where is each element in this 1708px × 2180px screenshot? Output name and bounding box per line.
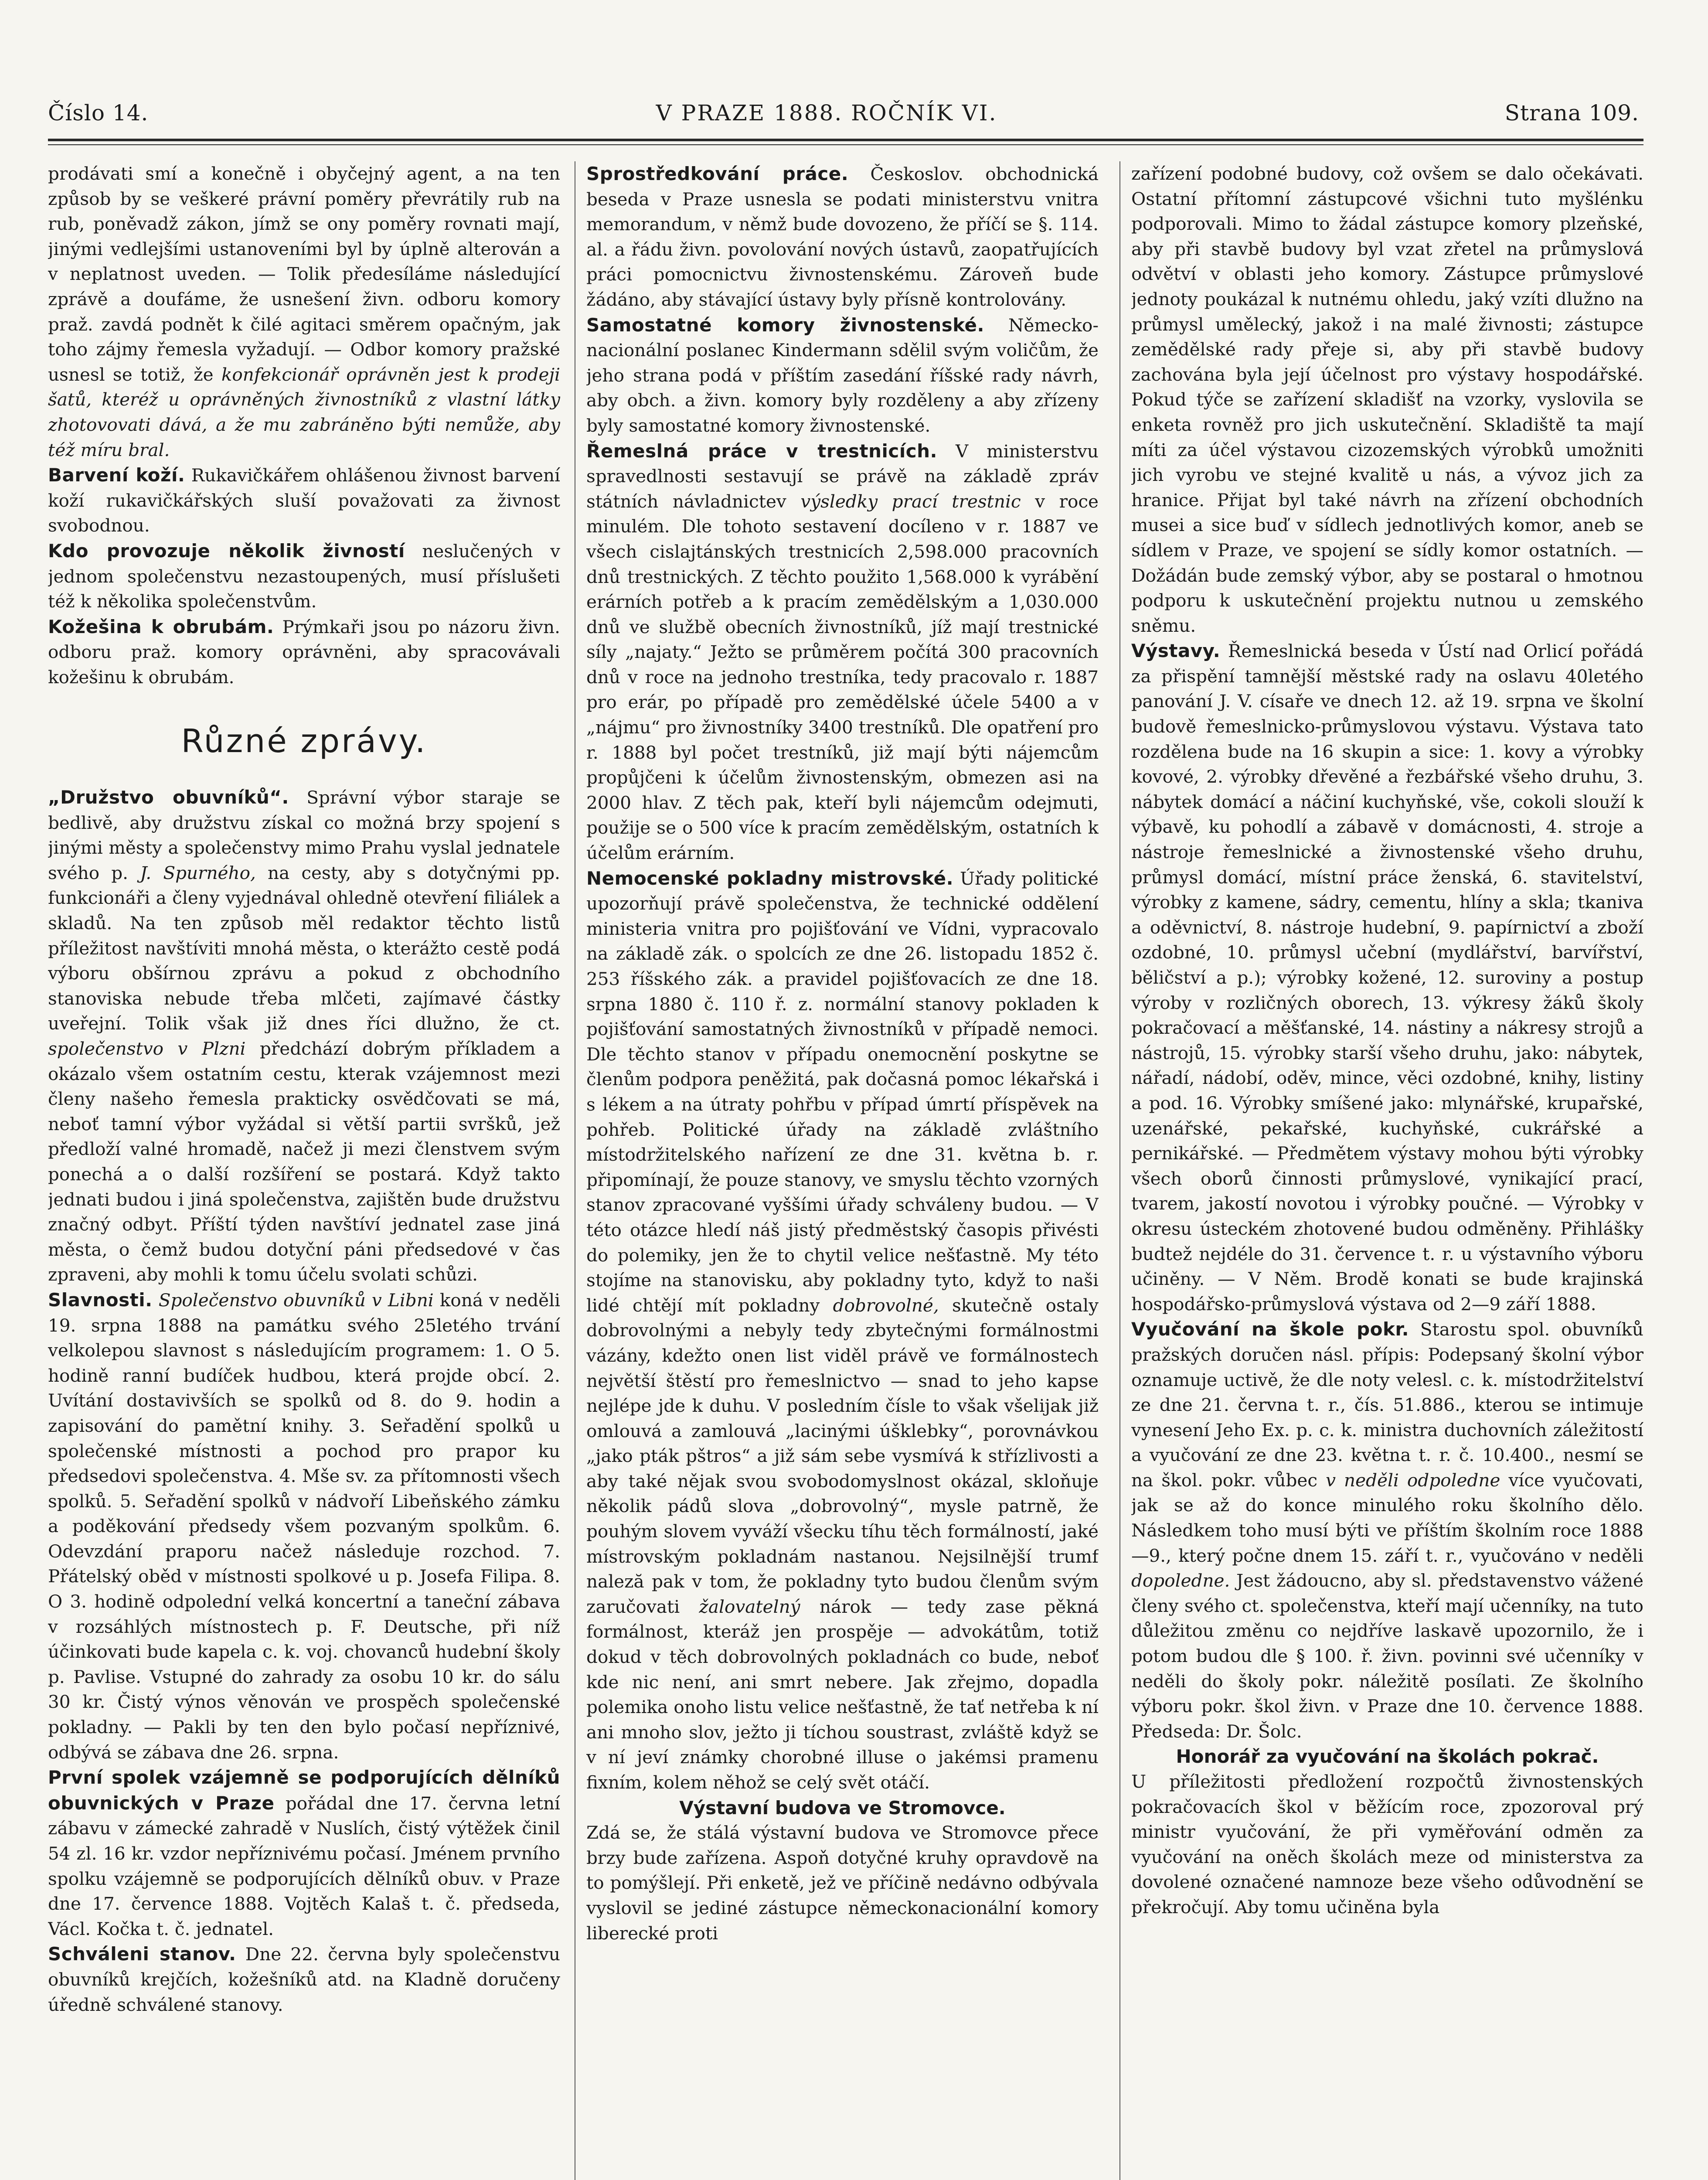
headline: „Družstvo obuvníků“. xyxy=(48,787,289,808)
article-continuation: zařízení podobné budovy, což ovšem se dalo očekávati. Ostatní přítomní zástupcové všichni tuto myšlénku podporovali. Mimo to žádal zástupce komory plzeňské, aby při stavbě budovy byl vzat zřetel na průmyslová odvětví v oblasti jeho komory. Zástupce průmyslové jednoty poukázal k nutnému ohledu, jaký vzíti dlužno na průmysl umělecký, jakož i na malé živnosti; zástupce zemědělské rady přeje si, aby při stavbě budovy zachována byla její účelnost pro výstavy hospodářské. Pokud týče se zařízení skladišť na vzorky, vyslovila se enketa rovněž pro jich uskutečnění. Skladiště ta mají míti za účel výstavou cizozemských výrobků umožniti jich vyrobu ve stejné kvalitě u nás, a vývoz jich za hranice. Přijat byl také návrh na zřízení obchodních musei a sice buď v sídlech jednotlivých komor, aneb se sídlem v Praze, ve spojení se sídly komor ostatních. — Dožádán bude zemský výbor, aby se postaral o hmotnou podporu k uskutečnění projektu nutnou u zemského sněmu. xyxy=(1131,163,1643,636)
article-kdo-provozuje: Kdo provozuje několik živností neslučených v jednom společenstvu nezastoupených, musí příslušeti též k několika společenstvům. xyxy=(48,540,560,612)
headline: První spolek vzájemně se podporujících dělníků obuvnických v Praze xyxy=(48,1767,560,1814)
page-number: Strana 109. xyxy=(1504,100,1639,126)
page-header xyxy=(48,100,1639,131)
article-druzstvo: „Družstvo obuvníků“. Správní výbor staraje se bedlivě, aby družstvu získal co možná brzy spojení s jinými městy a společenstvy mimo Prahu vyslal jednatele svého p. J. Spurného, na cesty, aby s dotyčnými pp. funkcionáři a členy vyjednával ohledně otevření filiálek a skladů. Na ten způsob měl redaktor těchto listů příležitost navštíviti mnohá města, o kterážto cestě podá výboru obšírnou zprávu a pokud z obchodního stanoviska nebude třeba mlčeti, zajímavé částky uveřejní. Tolik však již dnes říci dlužno, že ct. společenstvo v Plzni předchází dobrým příkladem a okázalo všem ostatním cestu, kterak vzájemnost mezi členy našeho řemesla prakticky osvědčovati se má, neboť tamní výbor vyžádal si větší partii svršků, jež předloží valné hromadě, načež ji mezi členstvem svým ponechá a o další rozšíření se postará. Když takto jednati budou i jiná společenstva, zajištěn bude družstvu značný odbyt. Příští týden navštíví jednatel zase jiná města, o čemž budou dotyční páni předsedové v čas zpraveni, aby mohli k tomu účelu svolati schůzi. xyxy=(48,787,560,1285)
headline: Nemocenské pokladny mistrovské. xyxy=(586,867,954,889)
headline: Kožešina k obrubám. xyxy=(48,616,274,637)
headline: Řemeslná práce v trestnicích. xyxy=(586,440,937,462)
headline: Kdo provozuje několik živností xyxy=(48,540,405,562)
article-honorar: Honorář za vyučování na školách pokrač. U příležitosti předložení rozpočtů živnostenských pokračovacích škol v běžícím roce, zpozoroval prý ministr vyučování, že při vyměřování odměn za vyučování na oněch školách meze od ministerstva za dovolené označené namnoze beze všeho odůvodnění se překročují. Aby tomu učiněna byla xyxy=(1131,1744,1643,1920)
headline: Samostatné komory živnostenské. xyxy=(586,314,984,336)
article-remeslna-prace: Řemeslná práce v trestnicích. V ministerstvu spravedlnosti sestavují se právě na základě zpráv státních návladnictev výsledky prací trestnic v roce minulém. Dle tohoto sestavení docíleno v r. 1887 ve všech cislajtánských trestnicích 2,598.000 pracovních dnů trestnických. Z těchto použito 1,568.000 k vyrábění erárních potřeb a k pracím zemědělským a 1,030.000 dnů ve službě obecních živnostníků, jíž mají trestnické síly „najaty.“ Ježto se průměrem počítá 300 pracovních dnů v roce na jednoho trestníka, tedy pracovalo r. 1887 pro erár, po případě pro zemědělské účele 5400 a v „nájmu“ pro živnostníky 3400 trestníků. Dle opatření pro r. 1888 byl počet trestníků, již mají býti nájemcům propůjčeni k účelům živnostenským, obmezen asi na 2000 hlav. Z těch pak, kteří byli nájemcům odejmuti, použije se o 500 více k pracím zemědělským, ostatních k účelům erárním. xyxy=(586,440,1099,864)
headline: Výstavy. xyxy=(1131,640,1221,662)
column-2 xyxy=(586,161,1099,2180)
header-rule-thin xyxy=(48,144,1643,145)
column-1 xyxy=(48,161,560,2180)
article-slavnosti: Slavnosti. Společenstvo obuvníků v Libni koná v neděli 19. srpna 1888 na památku svého 25letého trvání velkolepou slavnost s následujícím programem: 1. O 5. hodině ranní budíček hudbou, která projde obcí. 2. Uvítání dostavivších se spolků od 8. do 9. hodin a zapisování do pamětní knihy. 3. Seřadění spolků u společenské místnosti a pochod pro prapor ku předsedovi společenstva. 4. Mše sv. za přítomnosti všech spolků. 5. Seřadění spolků v nádvoří Libeňského zámku a poděkování předsedy všem pozvaným spolkům. 6. Odevzdání praporu načež následuje rozchod. 7. Přátelský oběd v místnosti spolkové u p. Josefa Filipa. 8. O 3. hodině odpolední velká koncertní a taneční zábava v rozsáhlých místnostech p. F. Deutsche, při níž účinkovati bude kapela c. k. voj. chovanců hudební školy p. Pavlise. Vstupné do zahrady za osobu 10 kr. do sálu 30 kr. Čistý výnos věnován ve prospěch společenské pokladny. — Pakli by ten den bylo počasí nepříznivé, odbývá se zábava dne 26. srpna. xyxy=(48,1289,560,1763)
issue-number: Číslo 14. xyxy=(48,100,149,126)
headline: Barvení koží. xyxy=(48,464,185,486)
article-vystavni-budova: Výstavní budova ve Stromovce. Zdá se, že stálá výstavní budova ve Stromovce přece brzy bude zařízena. Aspoň dotyčné kruhy opravdově na to pomýšlejí. Při enketě, jež ve příčině nedávno odbývala vyslovil se jediné zástupce německonacionální komory liberecké proti xyxy=(586,1795,1099,1946)
headline: Sprostředkování práce. xyxy=(586,163,849,184)
headline: Vyučování na škole pokr. xyxy=(1131,1318,1409,1340)
article-schvaleni: Schváleni stanov. Dne 22. června byly společenstvu obuvníků krejčích, kožešníků atd. na Kladně doručeny úředně schválené stanovy. xyxy=(48,1943,560,2015)
article-sprostredkovani: Sprostředkování práce. Českoslov. obchodnická beseda v Praze usnesla se podati ministerstvu vnitra memorandum, v němž bude dovozeno, že příčí se §. 114. al. a řádu živn. povolování nových ústavů, zaopatřujících práci pomocnictvu živnostenskému. Zároveň bude žádáno, aby stávající ústavy byly přísně kontrolovány. xyxy=(586,163,1099,310)
article-vystavy: Výstavy. Řemeslnická beseda v Ústí nad Orlicí pořádá za přispění tamnější městské rady na oslavu 40letého panování J. V. císaře ve dnech 12. až 19. srpna ve školní budově řemeslnicko-průmyslovou výstavu. Výstava tato rozdělena bude na 16 skupin a sice: 1. kovy a výrobky kovové, 2. výrobky dřevěné a řezbářské všeho druhu, 3. nábytek domácí a náčiní kuchyňské, vše, cokoli slouží k výbavě, ku pohodlí a zábavě v domácnosti, 4. stroje a nástroje řemeslnické a živnostenské všeho druhu, průmysl domácí, místní práce ženská, 6. stavitelství, výrobky z kamene, sádry, cementu, hlíny a skla; tkaniva a oděvnictví, 8. nástroje hudební, 9. papírnictví a zboží ozdobné, 10. průmysl učební (mydlářství, barvířství, běličství a p.); výrobky kožené, 12. suroviny a postup výroby v rozličných oborech, 13. výkresy žáků školy pokračovací a měšťanské, 14. nástiny a nákresy strojů a nástrojů, 15. výrobky starší všeho druhu, jako: nábytek, nářadí, nádobí, oděv, mince, věci ozdobné, knihy, listiny a pod. 16. Výrobky smíšené jako: mlynářské, krupařské, uzenářské, pekařské, kuchyňské, cukrářské a pernikářské. — Předmětem výstavy mohou býti výrobky všech oborů činnosti průmyslové, vynikající prací, tvarem, jakostí novotou i výrobky poučné. — Výrobky v okresu ústeckém zhotovené budou odměněny. Přihlášky budtež nejdéle do 31. července t. r. u výstavního výboru učiněny. — V Něm. Brodě konati se bude krajinská hospodářsko-průmyslová výstava od 2—9 září 1888. xyxy=(1131,640,1643,1315)
headline: Výstavní budova ve Stromovce. xyxy=(679,1797,1006,1819)
place-date: V PRAZE 1888. ROČNÍK VI. xyxy=(656,100,997,126)
article-barveni: Barvení koží. Rukavičkářem ohlášenou živnost barvení koží rukavičkářských sluší považovati za živnost svobodnou. xyxy=(48,464,560,536)
article-kozesina: Kožešina k obrubám. Prýmkaři jsou po názoru živn. odboru praž. komory oprávněni, aby spracovávali kožešinu k obrubám. xyxy=(48,616,560,688)
column-3 xyxy=(1131,161,1643,2180)
headline: Slavnosti. xyxy=(48,1289,153,1311)
headline: Schváleni stanov. xyxy=(48,1943,236,1965)
header-rule-thick xyxy=(48,139,1643,141)
article-vyucovani: Vyučování na škole pokr. Starostu spol. obuvníků pražských doručen násl. přípis: Podepsaný školní výbor oznamuje uctivě, že dle noty velesl. c. k. místodržitelství ze dne 21. června t. r., čís. 51.886., kterou se intimuje vynesení Jeho Ex. p. c. k. ministra duchovních záležitostí a vyučování ze dne 23. května t. r. č. 10.400., nesmí se na škol. pokr. vůbec v neděli odpoledne více vyučovati, jak se až do konce minulého roku školního dělo. Následkem toho musí býti ve příštím školním roce 1888—9., který počne dnem 15. září t. r., vyučováno v neděli dopoledne. Jest žádoucno, aby sl. představenstvo vážené členy svého ct. společenstva, kteří mají učenníky, na tuto důležitou změnu co nejdříve laskavě upozornilo, že i potom budou dle § 100. ř. živn. povinni své učenníky v neděli do školy pokr. náležitě posílati. Ze školního výboru pokr. škol živn. v Praze dne 10. července 1888. Předseda: Dr. Šolc. xyxy=(1131,1318,1643,1742)
article-prvni-spolek: První spolek vzájemně se podporujících dělníků obuvnických v Praze pořádal dne 17. června letní zábavu v zámecké zahradě v Nuslích, čistý výtěžek činil 54 zl. 16 kr. vzdor nepříznivému počasí. Jménem prvního spolku vzájemně se podporujících dělníků obuv. v Praze dne 17. července 1888. Vojtěch Kalaš t. č. předseda, Václ. Kočka t. č. jednatel. xyxy=(48,1767,560,1939)
article-samostatne-komory: Samostatné komory živnostenské. Německo-nacionální poslanec Kindermann sdělil svým voličům, že jeho strana podá v příštím zasedání říšské rady návrh, aby obch. a živn. komory byly rozděleny a aby zřízeny byly samostatné komory živnostenské. xyxy=(586,314,1099,436)
article-konfekcionar: prodávati smí a konečně i obyčejný agent, a na ten způsob by se veškeré právní poměry převrátily rub na rub, poněvadž zákon, jímž se ony poměry rovnati mají, jinými vedlejšími ustanoveními byl by úplně alterován a v neplatnost uveden. — Tolik předesíláme následující zprávě a doufáme, že usnešení živn. odboru komory praž. zavdá podnět k čilé agitaci směrem opačným, jak toho zájmy řemesla vyžadují. — Odbor komory pražské usnesl se totiž, že konfekcionář oprávněn jest k prodeji šatů, kteréž u oprávněných živnostníků z vlastní látky zhotovovati dává, a že mu zabráněno býti nemůže, aby též míru bral. xyxy=(48,163,560,460)
column-divider-2 xyxy=(1119,161,1120,2180)
article-nemocenske-pokladny: Nemocenské pokladny mistrovské. Úřady politické upozorňují právě společenstva, že technické oddělení ministeria vnitra pro pojišťování ve Vídni, vypracovalo na základě zák. o spolcích ze dne 26. listopadu 1852 č. 253 říšského zák. a pravidel pojišťovacích ze dne 18. srpna 1880 č. 110 ř. z. normální stanovy pokladen k pojišťování samostatných živnostníků v případě nemoci. Dle těchto stanov v případu onemocnění poskytne se členům podpora peněžitá, pak dočasná pomoc lékařská i s lékem a na útraty pohřbu v případ úmrtí příspěvek na pohřeb. Politické úřady na základě zvláštního místodržitelského nařízení ze dne 31. května b. r. připomínají, že pouze stanovy, ve smyslu těchto vzorných stanov zpracované vyššími úřady schváleny budou. — V této otázce hledí náš jistý předměstský časopis přivésti do polemiky, jen že to chytil velice nešťastně. My této stojíme na stanovisku, aby pokladny tyto, když to naši lidé chtějí mít pokladny dobrovolné, skutečně ostaly dobrovolnými a nebyly tedy zbytečnými formálnostmi vázány, kdežto onen list viděl právě ve formálnostech největší štěstí pro řemeslnictvo — snad to jeho kapse nejlépe jde k duhu. V posledním čísle to však všelijak již omlouvá a zamlouvá „lacinými úšklebky“, porovnávkou „jako pták pštros“ a již sám sebe vysmívá k střízlivosti a aby také nějak svou svobodomyslnost okázal, skloňuje několik pádů slova „dobrovolný“, mysle patrně, že pouhým slovem vyváží všecku tíhu těch formálností, jaké místrovským pokladnám nastanou. Nejsilnější trumf naleză pak v tom, že pokladny tyto budou členům svým zaručovati žalovatelný nárok — tedy zase pěkná formálnost, kteráž jen prospěje — advokátům, totiž dokud v těch dobrovolných pokladnách co bude, neboť kde nic není, ani smrt nebere. Jak zřejmo, dopadla polemika onoho listu velice nešťastně, že tať netřeba k ní ani mnoho slov, ježto ji tíchou soustrast, zvláště když se v ní jeví známky chorobné illuse o jakémsi pramenu fixním, kolem něhož se celý svět otáčí. xyxy=(586,867,1099,1793)
headline: Honorář za vyučování na školách pokrač. xyxy=(1176,1746,1599,1768)
section-title: Různé zprávy. xyxy=(181,722,427,760)
